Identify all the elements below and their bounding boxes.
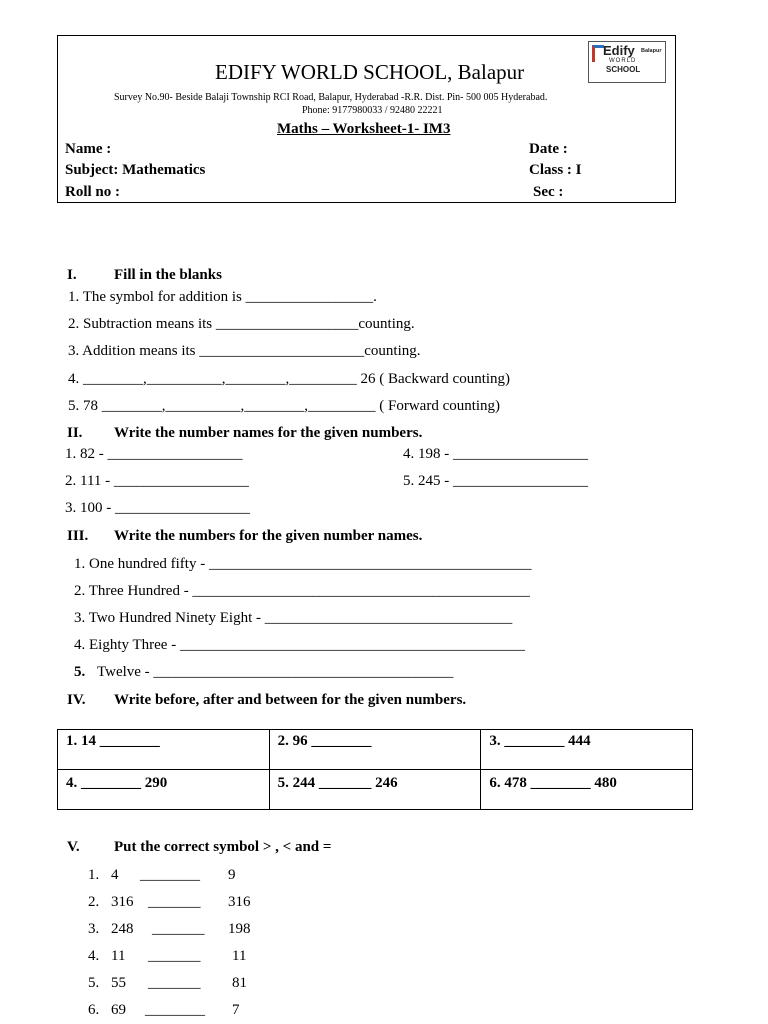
section-2-item: 5. 245 - __________________ (403, 473, 588, 489)
symbol-item-left: 248 (111, 921, 134, 937)
school-name: EDIFY WORLD SCHOOL, Balapur (215, 60, 525, 84)
section-3-item-5-number: 5. (74, 664, 86, 680)
symbol-item-blank: _______ (148, 948, 201, 964)
section-2-item: 4. 198 - __________________ (403, 446, 588, 462)
class-label: Class : I (529, 162, 582, 178)
section-5-numeral: V. (67, 839, 80, 855)
section-1-numeral: I. (67, 267, 77, 283)
section-3-title: Write the numbers for the given number names. (114, 528, 423, 544)
logo-balapur-text: Balapur (641, 48, 662, 54)
section-1-item: 1. The symbol for addition is _________________. (68, 289, 377, 305)
table-row (58, 770, 693, 810)
sec-label: Sec : (533, 184, 564, 200)
section-1-title: Fill in the blanks (114, 267, 222, 283)
section-1-item: 5. 78 ________,__________,________,_________ ( Forward counting) (68, 398, 501, 414)
school-address: Survey No.90- Beside Balaji Township RCI Road, Balapur, Hyderabad -R.R. Dist. Pin- 500 005 Hyderabad. (114, 92, 548, 103)
section-1-item: 4. ________,__________,________,_________ 26 ( Backward counting) (68, 371, 511, 387)
worksheet-title: Maths – Worksheet-1- IM3 (277, 121, 451, 137)
school-logo (588, 41, 666, 83)
symbol-item-blank: _______ (148, 894, 201, 910)
section-3-item: 4. Eighty Three - ______________________________________________ (74, 637, 525, 653)
symbol-item-right: 81 (232, 975, 247, 991)
symbol-item-left: 316 (111, 894, 134, 910)
date-label: Date : (529, 141, 568, 157)
table-cell: 6. 478 ________ 480 (481, 770, 693, 810)
section-3-item: 3. Two Hundred Ninety Eight - _________________________________ (74, 610, 513, 626)
table-cell: 4. ________ 290 (58, 770, 270, 810)
school-phone: Phone: 9177980033 / 92480 22221 (302, 105, 443, 116)
section-4-numeral: IV. (67, 692, 86, 708)
symbol-item-left: 55 (111, 975, 126, 991)
name-label: Name : (65, 141, 112, 157)
section-2-numeral: II. (67, 425, 83, 441)
symbol-item-number: 2. (88, 894, 100, 910)
symbol-item-right: 7 (232, 1002, 240, 1018)
section-2-title: Write the number names for the given numbers. (114, 425, 423, 441)
symbol-item-number: 5. (88, 975, 100, 991)
section-1-item: 3. Addition means its ______________________counting. (68, 343, 421, 359)
section-3-item: 1. One hundred fifty - ___________________________________________ (74, 556, 532, 572)
section-1-item: 2. Subtraction means its ___________________counting. (68, 316, 415, 332)
roll-no-label: Roll no : (65, 184, 121, 200)
symbol-item-number: 4. (88, 948, 100, 964)
section-3-item: Twelve - ________________________________________ (97, 664, 454, 680)
table-cell: 2. 96 ________ (269, 730, 481, 770)
section-3-item: 2. Three Hundred - _____________________________________________ (74, 583, 530, 599)
symbol-item-right: 198 (228, 921, 251, 937)
table-row (58, 730, 693, 770)
symbol-item-blank: _______ (152, 921, 205, 937)
table-cell: 3. ________ 444 (481, 730, 693, 770)
symbol-item-number: 1. (88, 867, 100, 883)
section-2-item: 2. 111 - __________________ (65, 473, 249, 489)
symbol-item-right: 9 (228, 867, 236, 883)
symbol-item-blank: ________ (145, 1002, 205, 1018)
section-3-numeral: III. (67, 528, 89, 544)
section-2-item: 3. 100 - __________________ (65, 500, 250, 516)
symbol-item-number: 6. (88, 1002, 100, 1018)
before-after-table (57, 729, 693, 810)
table-cell: 1. 14 ________ (58, 730, 270, 770)
subject-label: Subject: Mathematics (65, 162, 206, 178)
symbol-item-number: 3. (88, 921, 100, 937)
section-2-item: 1. 82 - __________________ (65, 446, 243, 462)
symbol-item-right: 11 (232, 948, 247, 964)
logo-school-text: SCHOOL (606, 65, 641, 74)
symbol-item-right: 316 (228, 894, 251, 910)
symbol-item-left: 4 (111, 867, 119, 883)
section-5-title: Put the correct symbol > , < and = (114, 839, 332, 855)
table-cell: 5. 244 _______ 246 (269, 770, 481, 810)
logo-edify-text: Edify (603, 43, 635, 58)
symbol-item-left: 11 (111, 948, 126, 964)
logo-world-text: WORLD (609, 58, 637, 64)
section-4-title: Write before, after and between for the given numbers. (114, 692, 467, 708)
symbol-item-blank: _______ (148, 975, 201, 991)
symbol-item-left: 69 (111, 1002, 126, 1018)
symbol-item-blank: ________ (140, 867, 200, 883)
